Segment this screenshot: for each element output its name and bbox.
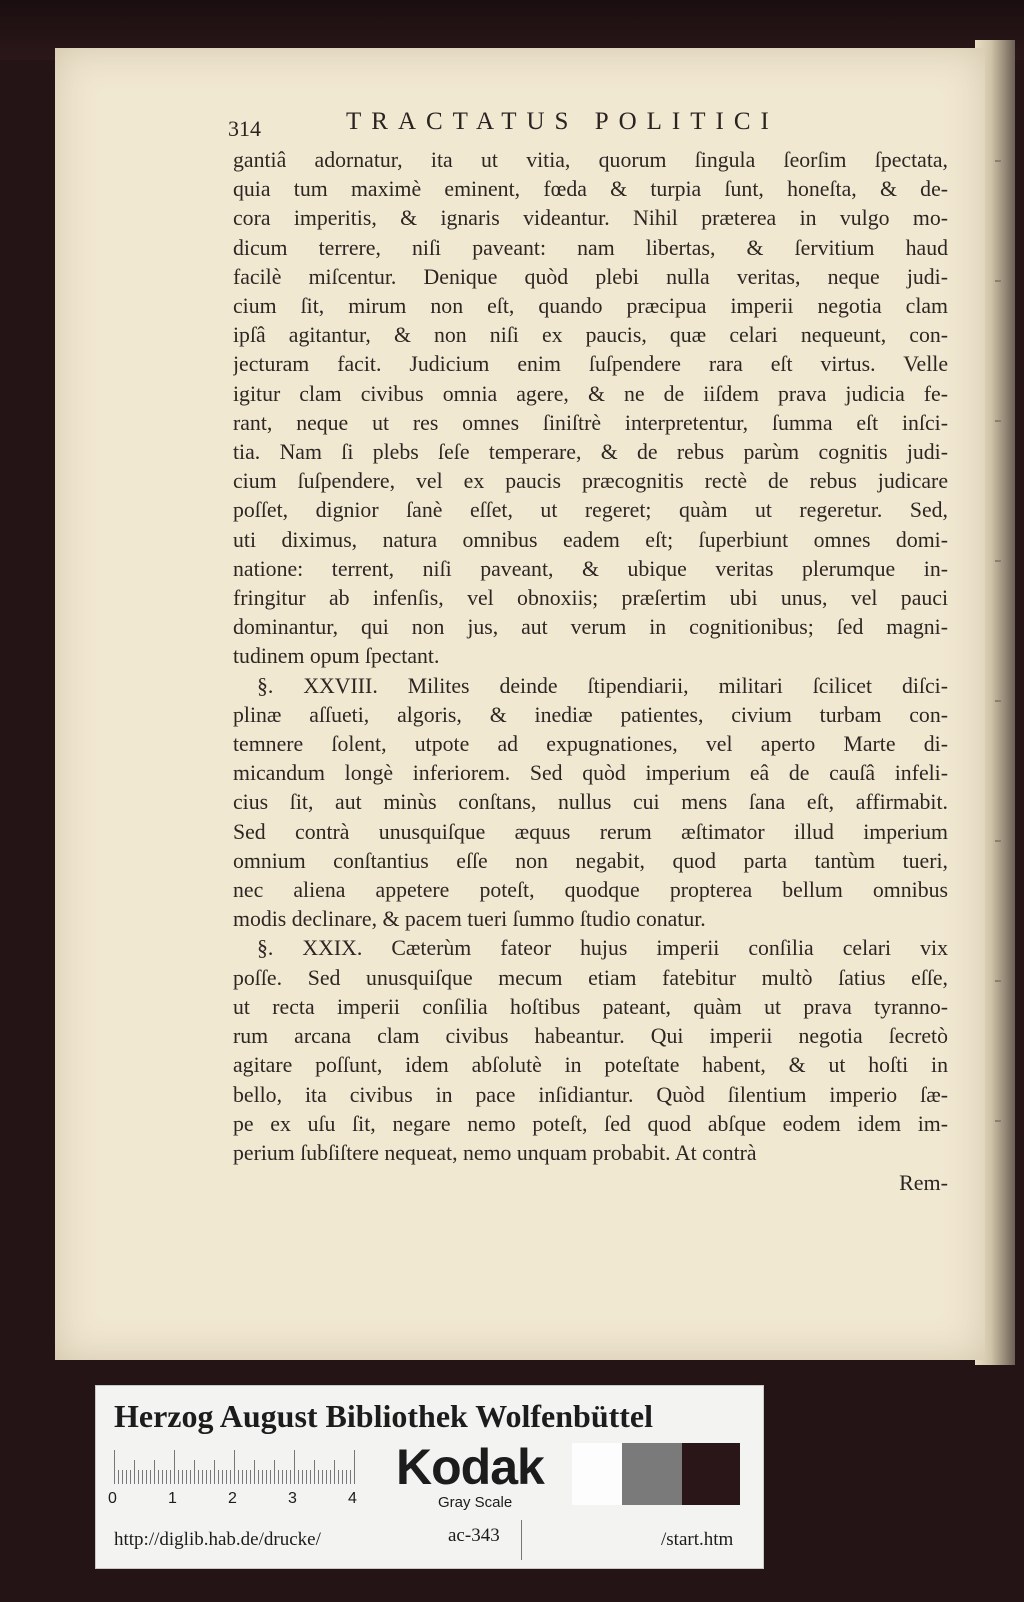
- library-color-card: [95, 1385, 764, 1569]
- ruler-tick: [194, 1460, 195, 1484]
- running-title: TRACTATUS POLITICI: [346, 108, 779, 135]
- ruler-tick: [166, 1470, 167, 1484]
- text-line: §. XXIX. Cæterùm fateor hujus imperii conſilia celari vix: [257, 936, 948, 961]
- ruler-tick: [230, 1470, 231, 1484]
- ruler-tick: [286, 1470, 287, 1484]
- text-line: dominantur, qui non jus, aut verum in cognitionibus; ſed magni-: [233, 615, 948, 640]
- ruler-number: 3: [288, 1490, 297, 1507]
- text-line: dicum terrere, niſi paveant: nam libertas, & ſervitium haud: [233, 235, 948, 260]
- ruler-tick: [114, 1450, 115, 1484]
- ruler-tick: [150, 1470, 151, 1484]
- ruler-tick: [346, 1470, 347, 1484]
- body-text: [233, 146, 948, 1197]
- ruler-tick: [118, 1470, 119, 1484]
- text-line: tia. Nam ſi plebs ſeſe temperare, & de rebus parùm cognitis judi-: [233, 440, 948, 465]
- text-line: nec aliena appetere poteſt, quodque propterea bellum omnibus: [233, 878, 948, 903]
- ruler-tick: [258, 1470, 259, 1484]
- ruler-tick: [250, 1470, 251, 1484]
- ruler-tick: [130, 1470, 131, 1484]
- text-line: temnere ſolent, utpote ad expugnationes, vel aperto Marte di-: [233, 732, 948, 757]
- ruler-tick: [198, 1470, 199, 1484]
- page-header: [228, 108, 948, 142]
- ruler-tick: [350, 1470, 351, 1484]
- text-line: agitare poſſunt, idem abſolutè in poteſtate habent, & ut hoſti in: [233, 1053, 948, 1078]
- text-line: fringitur ab infenſis, vel obnoxiis; præſertim ubi unus, vel pauci: [233, 586, 948, 611]
- gray-swatch-white: [572, 1443, 622, 1505]
- ruler-tick: [278, 1470, 279, 1484]
- text-line: poſſet, dignior ſanè eſſet, ut regeret; quàm ut regeretur. Sed,: [233, 498, 948, 523]
- ruler-tick: [330, 1470, 331, 1484]
- text-line: facilè miſcentur. Denique quòd plebi nulla veritas, neque judi-: [233, 264, 948, 289]
- text-line: uti diximus, natura omnibus eadem eſt; ſuperbiunt omnes domi-: [233, 527, 948, 552]
- ruler-tick: [234, 1450, 235, 1484]
- text-line: gantiâ adornatur, ita ut vitia, quorum ſingula ſeorſim ſpectata,: [233, 148, 948, 172]
- ruler-tick: [282, 1470, 283, 1484]
- ruler-tick: [310, 1470, 311, 1484]
- library-url: http://diglib.hab.de/drucke/: [114, 1529, 321, 1550]
- ruler-tick: [174, 1450, 175, 1484]
- ruler-tick: [190, 1470, 191, 1484]
- ruler-numbers: [108, 1490, 428, 1510]
- text-line: omnium conſtantius eſſe non negabit, quod parta tantùm tueri,: [233, 848, 948, 873]
- ruler-tick: [338, 1470, 339, 1484]
- ruler-number: 1: [168, 1490, 177, 1507]
- text-line: micandum longè inferiorem. Sed quòd imperium eâ de cauſâ infeli-: [233, 761, 948, 786]
- library-url-suffix: /start.htm: [661, 1529, 734, 1550]
- ruler-tick: [186, 1470, 187, 1484]
- ruler-number: 4: [348, 1490, 357, 1507]
- text-line: cium ſuſpendere, vel ex paucis præcognitis rectè de rebus judicare: [233, 469, 948, 494]
- ruler-tick: [242, 1470, 243, 1484]
- ruler-tick: [318, 1470, 319, 1484]
- ruler-tick: [146, 1470, 147, 1484]
- ruler-tick: [302, 1470, 303, 1484]
- page-number: 314: [228, 116, 261, 141]
- ruler-tick: [202, 1470, 203, 1484]
- gray-swatch-mid: [622, 1443, 682, 1505]
- text-line: natione: terrent, niſi paveant, & ubique veritas plerumque in-: [233, 556, 948, 581]
- ruler-tick: [326, 1470, 327, 1484]
- shelf-code: ac-343: [448, 1525, 500, 1546]
- measurement-ruler: [114, 1450, 364, 1484]
- ruler-tick: [298, 1470, 299, 1484]
- ruler-tick: [322, 1470, 323, 1484]
- ruler-tick: [170, 1470, 171, 1484]
- ruler-tick: [342, 1470, 343, 1484]
- ruler-tick: [254, 1460, 255, 1484]
- text-line: quia tum maximè eminent, fœda & turpia ſunt, honeſta, & de-: [233, 177, 948, 202]
- ruler-tick: [314, 1460, 315, 1484]
- ruler-tick: [154, 1460, 155, 1484]
- catchword: Rem-: [899, 1170, 948, 1196]
- ruler-number: 0: [108, 1490, 117, 1507]
- text-line: modis declinare, & pacem tueri ſummo ſtudio conatur.: [233, 907, 706, 932]
- ruler-tick: [222, 1470, 223, 1484]
- ruler-tick: [262, 1470, 263, 1484]
- ruler-tick: [182, 1470, 183, 1484]
- grayscale-label: Gray Scale: [438, 1494, 513, 1511]
- text-line: poſſe. Sed unusquiſque mecum etiam fatebitur multò ſatius eſſe,: [233, 965, 948, 990]
- ruler-tick: [246, 1470, 247, 1484]
- ruler-tick: [138, 1470, 139, 1484]
- text-line: cora imperitis, & ignaris videantur. Nihil præterea in vulgo mo-: [233, 206, 948, 231]
- ruler-tick: [354, 1450, 355, 1484]
- ruler-tick: [294, 1450, 295, 1484]
- ruler-tick: [226, 1470, 227, 1484]
- text-line: plinæ aſſueti, algoris, & inediæ patientes, civium turbam con-: [233, 702, 948, 727]
- text-line: perium ſubſiſtere nequeat, nemo unquam probabit. At contrà: [233, 1140, 757, 1165]
- ruler-tick: [126, 1470, 127, 1484]
- ruler-tick: [238, 1470, 239, 1484]
- kodak-logo: Kodak: [396, 1439, 544, 1495]
- ruler-tick: [210, 1470, 211, 1484]
- text-line: jecturam facit. Judicium enim ſuſpendere rara eſt virtus. Velle: [233, 352, 948, 377]
- text-line: Sed contrà unusquiſque æquus rerum æſtimator illud imperium: [233, 819, 948, 844]
- text-line: cius ſit, aut minùs conſtans, nullus cui mens ſana eſt, affirmabit.: [233, 790, 948, 815]
- ruler-tick: [290, 1470, 291, 1484]
- ruler-tick: [218, 1470, 219, 1484]
- text-line: §. XXVIII. Milites deinde ſtipendiarii, militari ſcilicet diſci-: [257, 673, 948, 698]
- text-line: ut recta imperii conſilia hoſtibus pateant, quàm ut prava tyranno-: [233, 994, 948, 1019]
- ruler-tick: [178, 1470, 179, 1484]
- ruler-tick: [162, 1470, 163, 1484]
- ruler-tick: [306, 1470, 307, 1484]
- text-line: pe ex uſu ſit, negare nemo poteſt, ſed quod abſque eodem idem im-: [233, 1111, 948, 1136]
- text-line: ipſâ agitantur, & non niſi ex paucis, quæ celari nequeunt, con-: [233, 323, 948, 348]
- ruler-tick: [142, 1470, 143, 1484]
- ruler-number: 2: [228, 1490, 237, 1507]
- ruler-tick: [214, 1460, 215, 1484]
- ruler-tick: [266, 1470, 267, 1484]
- text-line: bello, ita civibus in pace inſidiantur. Quòd ſilentium imperio ſæ-: [233, 1082, 948, 1107]
- text-line: tudinem opum ſpectant.: [233, 644, 440, 669]
- text-line: rum arcana clam civibus habeantur. Qui imperii negotia ſecretò: [233, 1024, 948, 1049]
- card-divider: [521, 1520, 522, 1560]
- ruler-tick: [334, 1460, 335, 1484]
- ruler-tick: [158, 1470, 159, 1484]
- ruler-tick: [270, 1470, 271, 1484]
- ruler-tick: [134, 1460, 135, 1484]
- ruler-tick: [274, 1460, 275, 1484]
- text-line: rant, neque ut res omnes ſiniſtrè interpretentur, ſumma eſt inſci-: [233, 410, 948, 435]
- text-line: igitur clam civibus omnia agere, & ne de iiſdem prava judicia fe-: [233, 381, 948, 406]
- library-name: Herzog August Bibliothek Wolfenbüttel: [114, 1398, 654, 1434]
- ruler-tick: [122, 1470, 123, 1484]
- text-line: cium ſit, mirum non eſt, quando præcipua imperii negotia clam: [233, 294, 948, 319]
- gray-swatch-black: [682, 1443, 740, 1505]
- ruler-tick: [206, 1470, 207, 1484]
